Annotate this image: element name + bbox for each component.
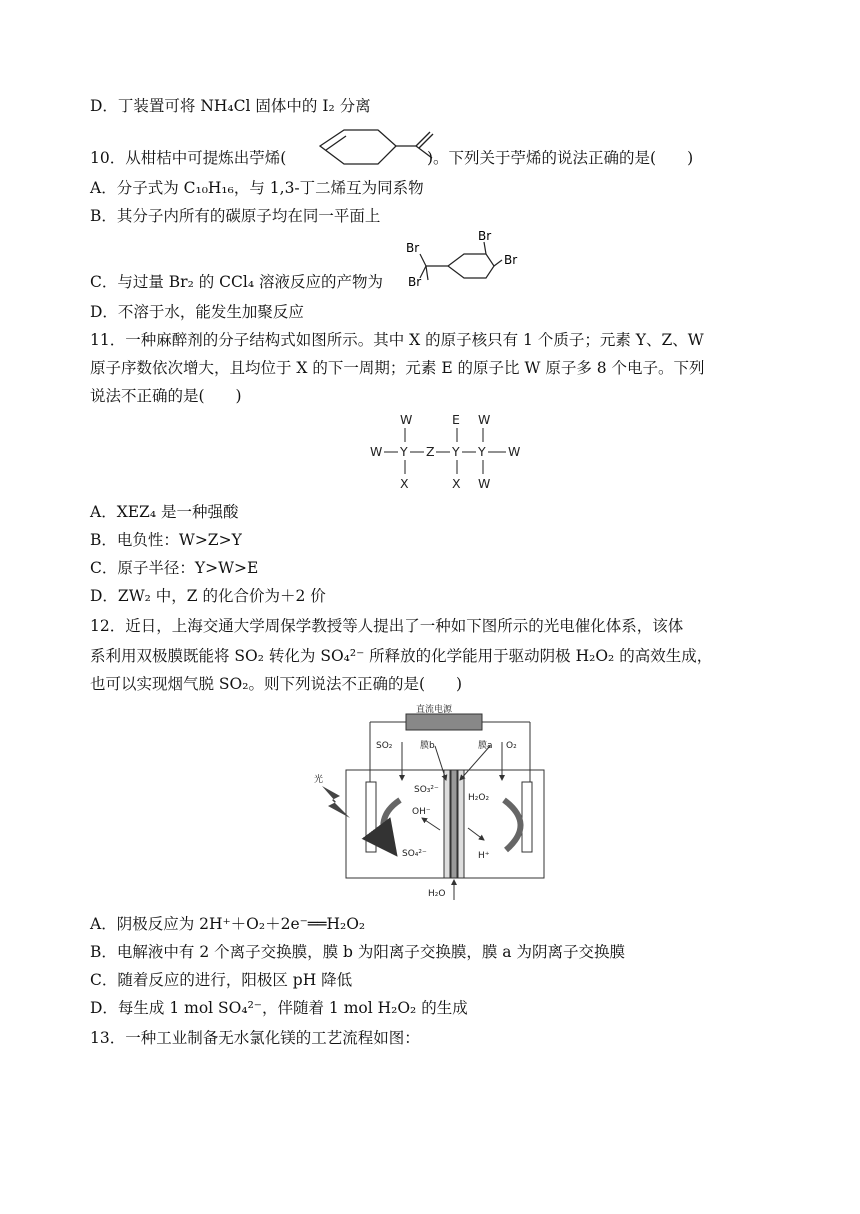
label-oh: OH⁻ [412,807,431,817]
label-so3: SO₃²⁻ [414,785,439,795]
label-power: 直流电源 [416,705,453,715]
q12-option-d: D．每生成 1 mol SO₄²⁻，伴随着 1 mol H₂O₂ 的生成 [90,999,468,1017]
label-hplus: H⁺ [478,851,490,861]
brominated-product-structure [406,228,528,292]
label-membrane-b: 膜b [420,741,435,751]
label-light: 光 [314,775,324,785]
q12-stem-line2: 系利用双极膜既能将 SO₂ 转化为 SO₄²⁻ 所释放的化学能用于驱动阴极 H₂O₂ 的高效生成， [90,647,713,665]
br-label-2: Br [408,275,422,289]
br-label-4: Br [504,253,518,267]
atom-y-1: Y [400,444,408,459]
q12-option-c: C．随着反应的进行，阳极区 pH 降低 [90,971,353,989]
label-so4: SO₄²⁻ [402,849,427,859]
q10-option-b: B．其分子内所有的碳原子均在同一平面上 [90,207,381,225]
q10-option-a: A．分子式为 C₁₀H₁₆，与 1,3-丁二烯互为同系物 [90,179,424,197]
atom-y-3: Y [478,444,486,459]
atom-w-top-left: W [400,412,413,427]
q11-option-b: B．电负性：W>Z>Y [90,531,242,549]
atom-x-2: X [452,476,461,491]
q11-option-c: C．原子半径：Y>W>E [90,559,259,577]
label-o2: O₂ [506,741,517,751]
q13-stem: 13．一种工业制备无水氯化镁的工艺流程如图： [90,1029,420,1047]
atom-y-2: Y [452,444,460,459]
q10-stem-end: )。下列关于苧烯的说法正确的是( ) [427,149,694,167]
label-so2: SO₂ [376,741,393,751]
atom-e-top: E [452,412,460,427]
power-supply [406,714,482,730]
q11-option-a: A．XEZ₄ 是一种强酸 [90,503,239,521]
q12-stem-line3: 也可以实现烟气脱 SO₂。则下列说法不正确的是( ) [90,675,463,693]
br-label-1: Br [406,241,420,255]
q10-stem-start: 10．从柑桔中可提炼出苧烯( [90,149,287,167]
br-label-3: Br [478,229,492,243]
atom-z: Z [426,444,435,459]
label-h2o2: H₂O₂ [468,793,490,803]
electrolysis-diagram [310,700,550,906]
q10-option-d: D．不溶于水，能发生加聚反应 [90,303,304,321]
q11-stem-line2: 原子序数依次增大，且均位于 X 的下一周期；元素 E 的原子比 W 原子多 8 个电子。下列 [90,359,705,377]
limonene-structure [308,124,438,172]
q9-option-d: D．丁装置可将 NH₄Cl 固体中的 I₂ 分离 [90,97,371,115]
q12-option-a: A．阴极反应为 2H⁺＋O₂＋2e⁻══H₂O₂ [90,915,366,933]
atom-w-top-right: W [478,412,491,427]
atom-x-1: X [400,476,409,491]
label-h2o: H₂O [428,889,446,899]
atom-w-bottom: W [478,476,491,491]
q12-stem-line1: 12．近日，上海交通大学周保学教授等人提出了一种如下图所示的光电催化体系，该体 [90,617,684,635]
label-membrane-a: 膜a [478,741,493,751]
atom-w-left: W [370,444,383,459]
q11-stem-line3: 说法不正确的是( ) [90,387,242,405]
q10-option-c: C．与过量 Br₂ 的 CCl₄ 溶液反应的产物为 [90,273,383,291]
atom-w-right: W [508,444,521,459]
anesthetic-structure [364,410,534,492]
q12-option-b: B．电解液中有 2 个离子交换膜，膜 b 为阳离子交换膜，膜 a 为阴离子交换膜 [90,943,625,961]
q11-option-d: D．ZW₂ 中，Z 的化合价为＋2 价 [90,587,326,605]
q11-stem-line1: 11．一种麻醉剂的分子结构式如图所示。其中 X 的原子核只有 1 个质子；元素 Y、Z、W [90,331,704,349]
